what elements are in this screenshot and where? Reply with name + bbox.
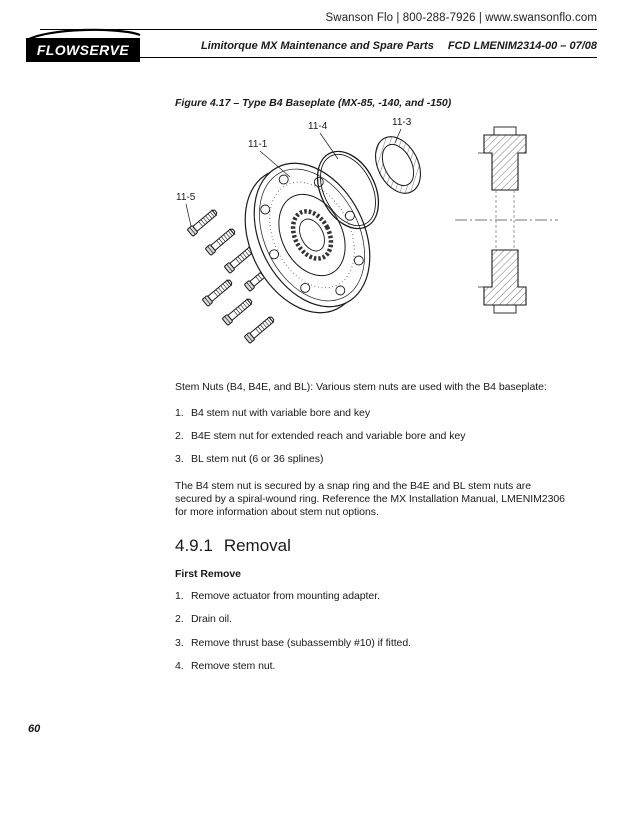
label-ring: 11-3 — [392, 117, 412, 128]
diagram-cross-section — [455, 127, 558, 313]
step-number: 1. — [175, 590, 184, 603]
list-item-number: 2. — [175, 430, 184, 443]
step-number: 3. — [175, 636, 184, 649]
list-item-number: 1. — [175, 407, 184, 420]
step-text: Remove stem nut. — [191, 659, 276, 672]
step-text: Drain oil. — [191, 613, 232, 626]
label-o-ring: 11-4 — [308, 121, 328, 132]
logo-wordmark: FLOWSERVE — [26, 38, 140, 62]
figure-caption: Figure 4.17 – Type B4 Baseplate (MX-85, -140, and -150) — [175, 97, 452, 109]
step-item — [175, 637, 565, 650]
stem-nuts-intro: Stem Nuts (B4, B4E, and BL): Various stem nuts are used with the B4 baseplate: — [175, 381, 547, 393]
label-baseplate: 11-1 — [248, 139, 268, 150]
step-item — [175, 660, 565, 673]
document-title — [201, 40, 597, 52]
header-rule-bottom — [40, 57, 597, 58]
list-item — [175, 407, 565, 420]
list-item-text: BL stem nut (6 or 36 splines) — [191, 453, 324, 466]
step-item — [175, 613, 565, 626]
body-content — [175, 381, 565, 683]
step-item — [175, 590, 565, 603]
list-item — [175, 430, 565, 443]
list-item-text: B4 stem nut with variable bore and key — [191, 407, 371, 420]
step-text: Remove actuator from mounting adapter. — [191, 590, 380, 603]
list-item — [175, 453, 565, 466]
header-contact: Swanson Flo | 800-288-7926 | www.swansonflo.com — [325, 12, 597, 24]
step-number: 2. — [175, 613, 184, 626]
section-heading-number: 4.9.1 — [175, 535, 213, 555]
list-item-number: 3. — [175, 453, 184, 466]
step-text: Remove thrust base (subassembly #10) if fitted. — [191, 636, 412, 649]
document-title-text: Limitorque MX Maintenance and Spare Parts — [200, 40, 434, 52]
section-heading — [175, 535, 565, 556]
stem-nut-paragraph: The B4 stem nut is secured by a snap ring and the B4E and BL stem nuts are secured by a spiral-wound ring. Reference the MX Installation Manual, LMENIM2306 for more information about stem nut options. — [175, 479, 565, 518]
diagram-retaining-ring — [367, 129, 430, 201]
page-number: 60 — [28, 723, 41, 735]
step-number: 4. — [175, 659, 184, 672]
figure-diagram — [140, 105, 580, 375]
document-code: FCD LMENIM2314-00 – 07/08 — [447, 40, 597, 52]
label-bolts: 11-5 — [176, 192, 196, 203]
first-remove-subheading: First Remove — [175, 568, 241, 581]
section-heading-title: Removal — [223, 535, 291, 555]
list-item-text: B4E stem nut for extended reach and variable bore and key — [191, 430, 466, 443]
